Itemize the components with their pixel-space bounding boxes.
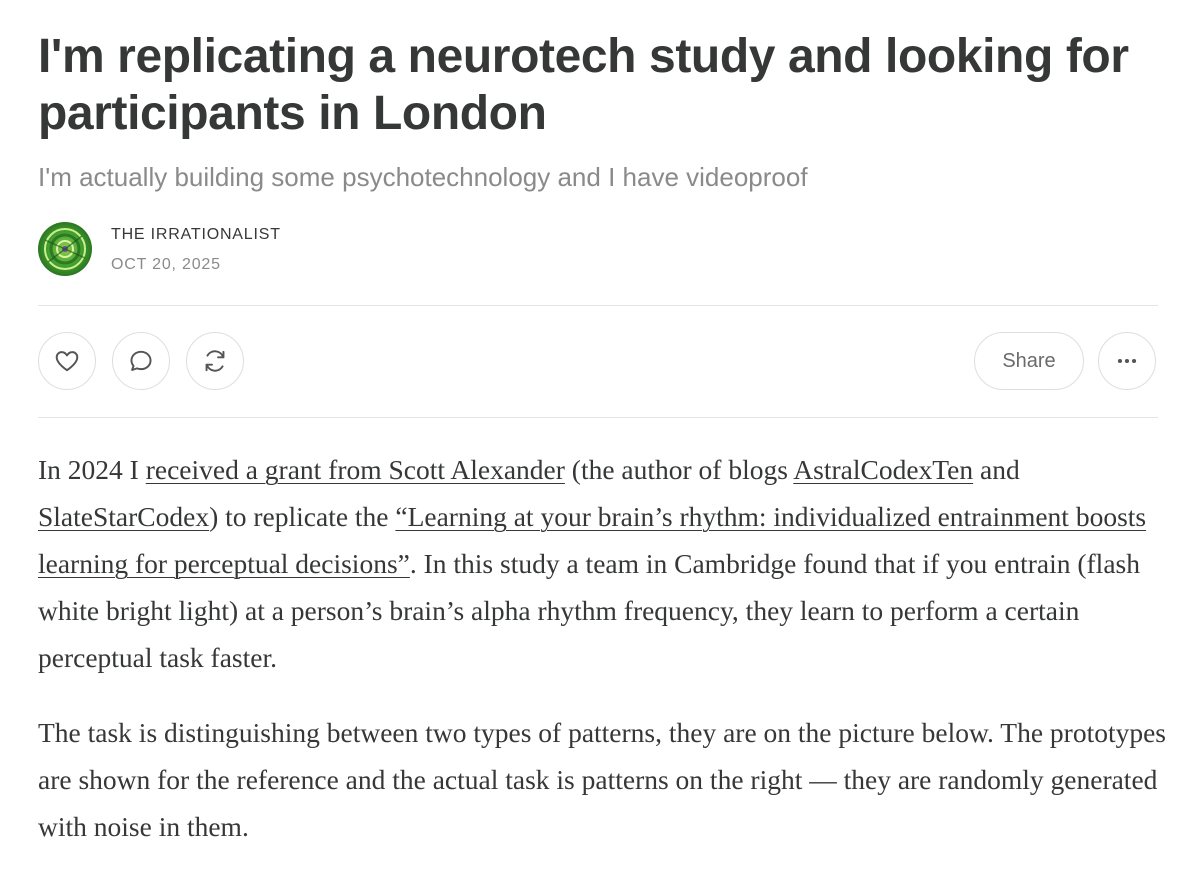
divider: [38, 305, 1158, 306]
post-body: [38, 446, 1168, 878]
share-button[interactable]: Share: [974, 332, 1084, 390]
author-name[interactable]: THE IRRATIONALIST: [111, 226, 281, 243]
text: and: [973, 454, 1020, 485]
comment-icon: [128, 348, 154, 374]
text: . In this study a team in Cambridge found that if you entrain (flash white bright light) at a person’s brain’s alpha rhythm frequency, they learn to perform a certain perceptual task faster.: [38, 548, 1140, 673]
paragraph-2: The task is distinguishing between two types of patterns, they are on the picture below. The prototypes are shown for the reference and the actual task is patterns on the right — they are randomly generated with noise in them.: [38, 717, 1167, 842]
post-date: OCT 20, 2025: [111, 256, 221, 273]
like-button[interactable]: [38, 332, 96, 390]
post-title: I'm replicating a neurotech study and looking for participants in London: [38, 30, 1129, 140]
text: In 2024 I: [38, 454, 146, 485]
astralcodexten-link[interactable]: AstralCodexTen: [793, 454, 974, 485]
slatestarcodex-link[interactable]: SlateStarCodex: [38, 501, 210, 532]
more-button[interactable]: [1098, 332, 1156, 390]
study-link[interactable]: “Learning at your brain’s rhythm: individualized entrainment boosts learning for perceptual decisions”: [38, 501, 1147, 579]
grant-link[interactable]: received a grant from Scott Alexander: [145, 454, 565, 485]
restack-button[interactable]: [186, 332, 244, 390]
paragraph-1: [38, 446, 1168, 681]
avatar[interactable]: [38, 222, 92, 276]
comment-button[interactable]: [112, 332, 170, 390]
more-icon: [1114, 348, 1140, 374]
post-subtitle: I'm actually building some psychotechnology and I have videoproof: [38, 162, 808, 192]
restack-icon: [202, 348, 228, 374]
divider: [38, 417, 1158, 418]
text: ) to replicate the: [209, 501, 396, 532]
heart-icon: [54, 348, 80, 374]
text: (the author of blogs: [564, 454, 794, 485]
